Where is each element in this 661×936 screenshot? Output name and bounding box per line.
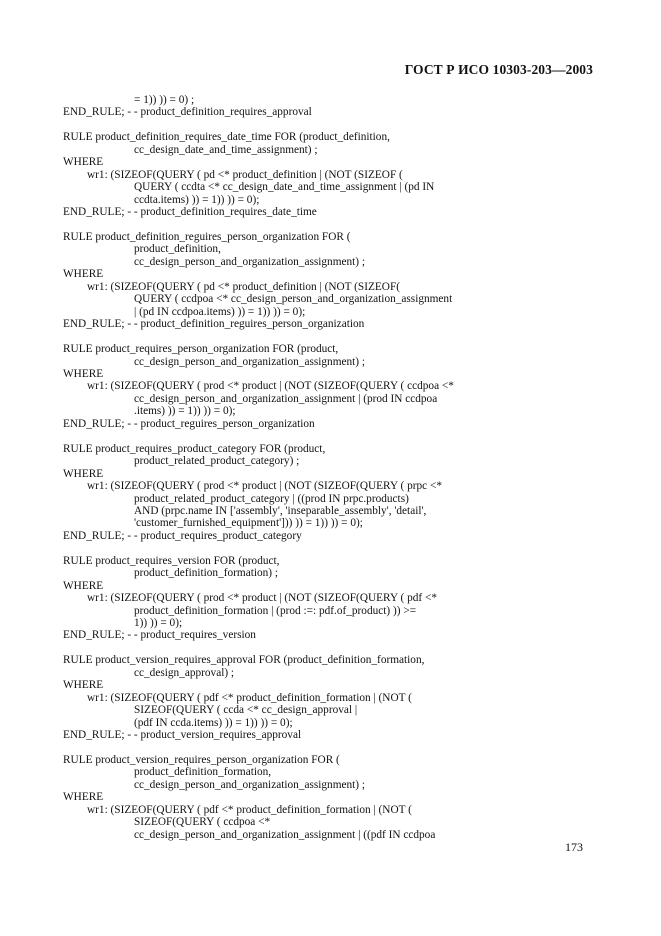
- code-line: 'customer_furnished_equipment'])) )) = 1)) )) = 0);: [134, 517, 363, 530]
- code-line: wr1: (SIZEOF(QUERY ( prod <* product | (NOT (SIZEOF(QUERY ( pdf <*: [87, 592, 438, 605]
- code-line: RULE product_requires_person_organization FOR (product,: [63, 343, 339, 356]
- code-line: wr1: (SIZEOF(QUERY ( pdf <* product_definition_formation | (NOT (: [87, 803, 412, 816]
- code-line: [63, 642, 583, 654]
- code-line: cc_design_person_and_organization_assignment) ;: [134, 355, 366, 368]
- code-line: 1)) )) = 0);: [134, 617, 183, 630]
- code-line: cc_design_person_and_organization_assignment | ((pdf IN ccdpoa: [134, 828, 436, 841]
- code-line: WHERE: [63, 579, 104, 592]
- code-line: END_RULE; - - product_requires_product_category: [63, 529, 302, 542]
- code-line: wr1: (SIZEOF(QUERY ( pdf <* product_definition_formation | (NOT (: [87, 691, 412, 704]
- code-line: RULE product_version_requires_person_organization FOR (: [63, 754, 340, 767]
- code-line: END_RULE; - - product_definition_reguires_person_organization: [63, 318, 365, 331]
- code-line: WHERE: [63, 156, 104, 169]
- code-line: AND (prpc.name IN ['assembly', 'inseparable_assembly', 'detail',: [134, 504, 427, 517]
- code-line: [63, 119, 583, 131]
- code-line: QUERY ( ccdta <* cc_design_date_and_time_assignment | (pd IN: [134, 181, 435, 194]
- code-line: WHERE: [63, 467, 104, 480]
- code-line: RULE product_version_requires_approval FOR (product_definition_formation,: [63, 654, 425, 667]
- code-line: product_related_product_category) ;: [134, 455, 300, 468]
- express-code-listing: [63, 94, 583, 841]
- code-line: cc_design_date_and_time_assignment) ;: [134, 143, 318, 156]
- code-line: WHERE: [63, 791, 104, 804]
- code-line: END_RULE; - - product_reguires_person_organization: [63, 417, 315, 430]
- code-line: RULE product_definition_reguires_person_organization FOR (: [63, 230, 351, 243]
- code-line: END_RULE; - - product_requires_version: [63, 629, 256, 642]
- code-line: WHERE: [63, 268, 104, 281]
- code-line: cc_design_person_and_organization_assignment | (prod IN ccdpoa: [134, 392, 438, 405]
- code-line: product_definition_formation) ;: [134, 567, 279, 580]
- code-line: product_definition_formation | (prod :=: pdf.of_product) )) >=: [134, 604, 417, 617]
- code-line: RULE product_requires_product_category FOR (product,: [63, 442, 326, 455]
- document-header: ГОСТ Р ИСО 10303-203—2003: [404, 62, 593, 77]
- code-line: SIZEOF(QUERY ( ccdpoa <*: [134, 816, 271, 829]
- code-line: QUERY ( ccdpoa <* cc_design_person_and_organization_assignment: [134, 293, 453, 306]
- code-line: [63, 742, 583, 754]
- code-line: RULE product_definition_requires_date_time FOR (product_definition,: [63, 131, 390, 144]
- code-line: | (pd IN ccdpoa.items) )) = 1)) )) = 0);: [134, 305, 306, 318]
- code-line: product_related_product_category | ((prod IN prpc.products): [134, 492, 409, 505]
- code-line: wr1: (SIZEOF(QUERY ( prod <* product | (NOT (SIZEOF(QUERY ( prpc <*: [87, 480, 443, 493]
- code-line: SIZEOF(QUERY ( ccda <* cc_design_approval |: [134, 704, 358, 717]
- code-line: [63, 331, 583, 343]
- code-line: END_RULE; - - product_definition_requires_approval: [63, 106, 312, 119]
- code-line: [63, 219, 583, 231]
- code-line: [63, 430, 583, 442]
- code-line: product_definition,: [134, 243, 221, 256]
- code-line: cc_design_approval) ;: [134, 666, 235, 679]
- code-line: END_RULE; - - product_version_requires_approval: [63, 729, 302, 742]
- code-line: (pdf IN ccda.items) )) = 1)) )) = 0);: [134, 716, 293, 729]
- code-line: WHERE: [63, 679, 104, 692]
- code-line: = 1)) )) = 0) ;: [134, 94, 195, 106]
- code-line: cc_design_person_and_organization_assignment) ;: [134, 778, 366, 791]
- code-line: WHERE: [63, 367, 104, 380]
- code-line: END_RULE; - - product_definition_requires_date_time: [63, 206, 317, 219]
- code-line: ccdta.items) )) = 1)) )) = 0);: [134, 193, 260, 206]
- code-line: product_definition_formation,: [134, 766, 272, 779]
- code-line: [63, 542, 583, 554]
- code-line: RULE product_requires_version FOR (product,: [63, 554, 280, 567]
- code-line: wr1: (SIZEOF(QUERY ( pd <* product_definition | (NOT (SIZEOF(: [87, 280, 400, 293]
- code-line: .items) )) = 1)) )) = 0);: [134, 405, 236, 418]
- code-line: wr1: (SIZEOF(QUERY ( pd <* product_definition | (NOT (SIZEOF (: [87, 168, 403, 181]
- code-line: wr1: (SIZEOF(QUERY ( prod <* product | (NOT (SIZEOF(QUERY ( ccdpoa <*: [87, 380, 454, 393]
- code-line: cc_design_person_and_organization_assignment) ;: [134, 255, 366, 268]
- page-number: 173: [565, 840, 583, 854]
